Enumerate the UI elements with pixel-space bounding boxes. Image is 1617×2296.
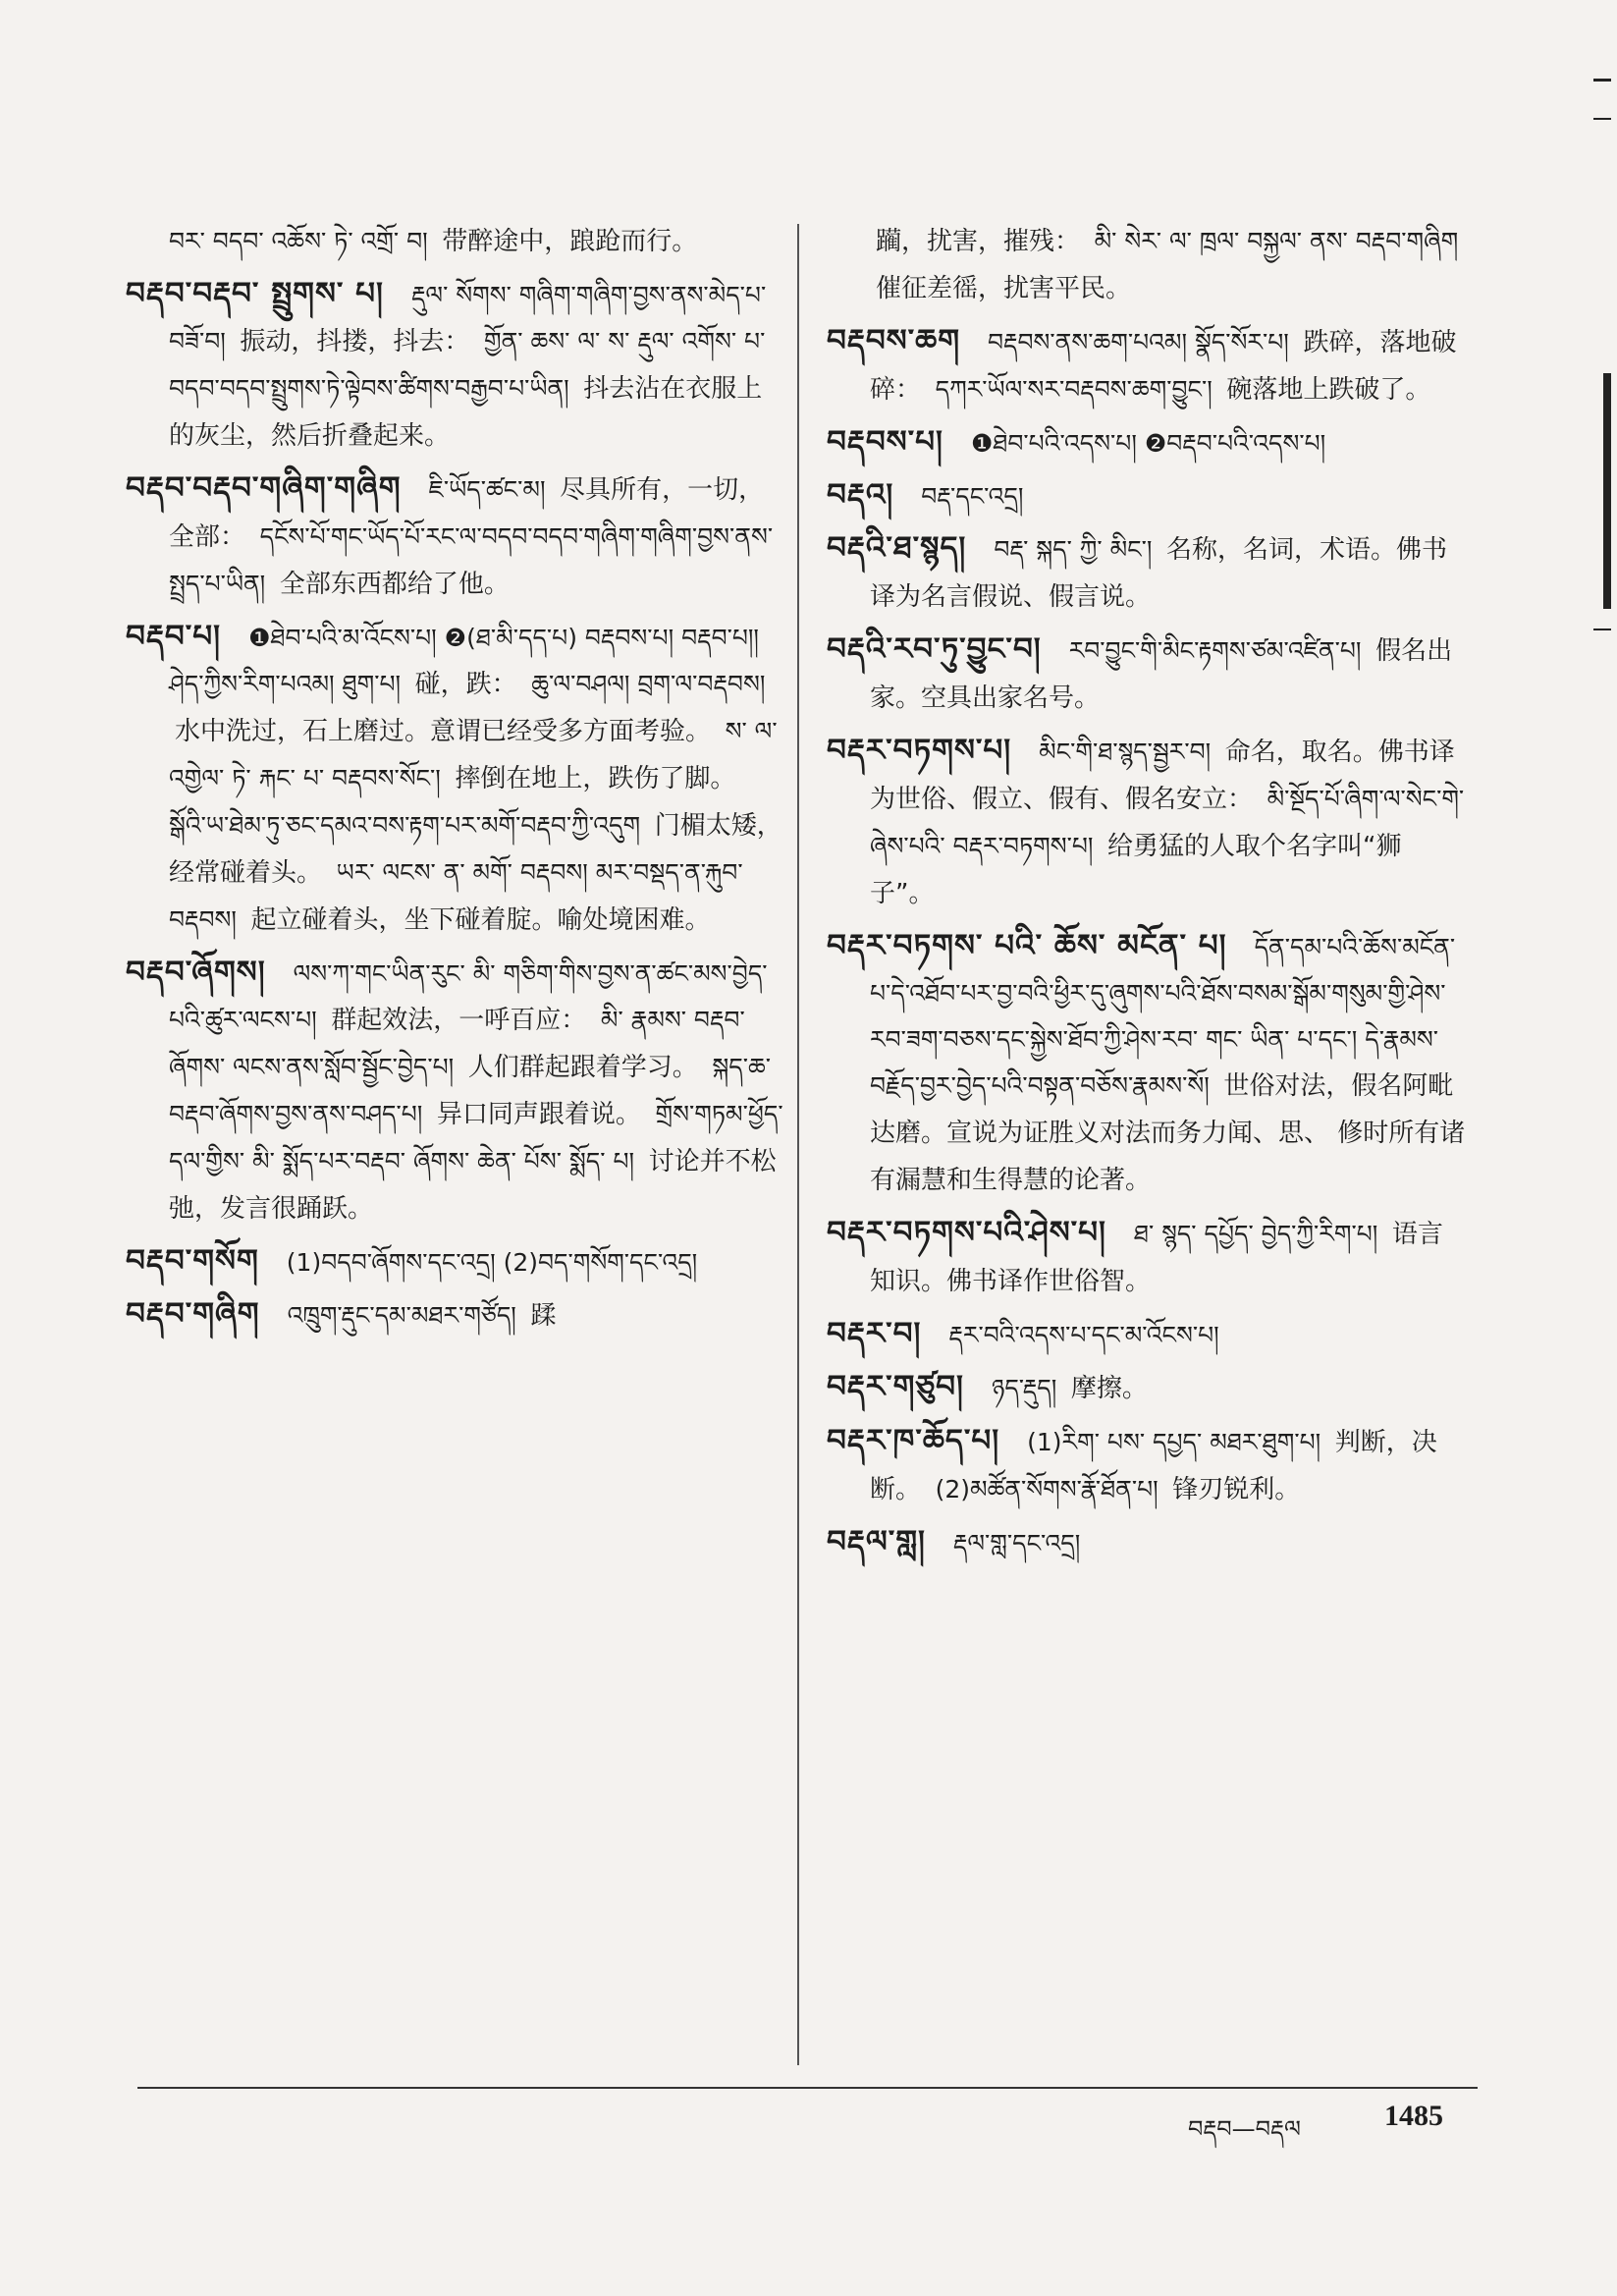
dictionary-entry bbox=[827, 728, 1467, 917]
scan-edge-marks bbox=[1578, 59, 1617, 668]
tibetan-text: རྡལ་གླ་དང་འདྲ། bbox=[952, 1529, 1081, 1558]
chinese-gloss: 振动，抖搂，抖去： bbox=[240, 327, 470, 356]
tibetan-text: རབ་བྱུང་གི་མིང་རྟགས་ཙམ་འཛིན་པ། bbox=[1068, 636, 1362, 665]
headword: བརྡབ་བརྡབ་གཞིག་གཞིག bbox=[126, 470, 402, 506]
dictionary-entry bbox=[827, 923, 1467, 1204]
headword: བརྡར་གཙུབ། bbox=[827, 1369, 964, 1404]
dictionary-entry bbox=[827, 1364, 1467, 1412]
chinese-gloss: 蹂 bbox=[530, 1301, 557, 1331]
dictionary-entry bbox=[827, 525, 1467, 621]
chinese-gloss: 碰，跌： bbox=[414, 670, 517, 699]
tibetan-text: དངོས་པོ་གང་ཡོད་པོ་རང་ལ་བདབ་བདབ་གཞིག་གཞིག་བྱས་ནས་སྤྲད་པ་ཡིན། bbox=[169, 522, 774, 598]
tibetan-text: བརྡབས་ནས་ཆག་པའམ། སྣོད་སོར་པ། bbox=[988, 328, 1289, 356]
headword: བརྡབས་ཆག bbox=[827, 323, 961, 358]
chinese-gloss: 人们群起跟着学习。 bbox=[467, 1053, 698, 1082]
footer-rule bbox=[137, 2087, 1478, 2089]
chinese-gloss: 摩擦。 bbox=[1070, 1374, 1148, 1403]
chinese-gloss: 摔倒在地上，跌伤了脚。 bbox=[455, 764, 736, 793]
dictionary-entry bbox=[827, 1418, 1467, 1513]
chinese-gloss: 群起效法，一呼百应： bbox=[331, 1006, 587, 1035]
tibetan-text: དཀར་ཡོལ་སར་བརྡབས་ཆག་བྱུང་། bbox=[935, 375, 1213, 404]
headword: བརྡར་བཏགས་པའི་ཤེས་པ། bbox=[827, 1215, 1106, 1250]
chinese-gloss: 躏，扰害，摧残： bbox=[876, 227, 1081, 256]
headword: བརྡར་ཁ་ཆོད་པ། bbox=[827, 1423, 1000, 1458]
dictionary-entry bbox=[126, 218, 783, 265]
headword: བརྡར་བ། bbox=[827, 1316, 922, 1351]
chinese-gloss: 假名出家。空具出家名号。 bbox=[870, 636, 1453, 713]
tibetan-text: (1)རིག་ པས་ དཔྱད་ མཐར་ཐུག་པ། bbox=[1027, 1428, 1321, 1456]
chinese-gloss: 讨论并不松弛，发言很踊跃。 bbox=[169, 1147, 777, 1224]
tibetan-text: ཐ་ སྙད་ དཔྱོད་ བྱེད་ཀྱི་རིག་པ། bbox=[1133, 1220, 1378, 1248]
column-divider bbox=[797, 224, 799, 2065]
chinese-gloss: 水中洗过，石上磨过。意谓已经受多方面考验。 bbox=[175, 717, 712, 746]
dictionary-entry bbox=[126, 1238, 783, 1285]
tibetan-text: ❶ཐེབ་པའི་འདས་པ། ❷བརྡབ་པའི་འདས་པ། bbox=[970, 429, 1326, 458]
headword: བརྡའ། bbox=[827, 477, 894, 513]
headword: བརྡའི་རབ་ཏུ་བྱུང་བ། bbox=[827, 631, 1042, 667]
headword: བརྡབ་གསོག bbox=[126, 1243, 259, 1279]
dictionary-entry bbox=[126, 1291, 783, 1339]
tibetan-text: ས་ ལ་ འགྱེལ་ ཏེ་ རྐང་ པ་ བརྡབས་སོང་། bbox=[169, 717, 778, 793]
headword: བརྡལ་གླ། bbox=[827, 1524, 926, 1559]
tibetan-text: (2)མཚོན་སོགས་རྣོ་ཐོན་པ། bbox=[935, 1475, 1159, 1503]
dictionary-entry bbox=[126, 465, 783, 608]
chinese-gloss: 命名，取名。佛书译为世俗、假立、假有、假名安立： bbox=[870, 738, 1455, 814]
headword: བརྡབ་ཞོགས། bbox=[126, 955, 266, 990]
dictionary-entry bbox=[827, 318, 1467, 413]
chinese-gloss: 跌碎，落地破碎： bbox=[870, 328, 1457, 405]
tibetan-text: བརྡ་ སྐད་ ཀྱི་ མིང་། bbox=[994, 535, 1153, 564]
dictionary-entry bbox=[827, 419, 1467, 466]
left-column bbox=[126, 218, 783, 1345]
dictionary-entry bbox=[126, 614, 783, 944]
dictionary-entry bbox=[126, 271, 783, 460]
headword: བརྡབ་པ། bbox=[126, 619, 221, 654]
tibetan-text: དོན་དམ་པའི་ཆོས་མངོན་པ་དེ་འཐོབ་པར་བྱ་བའི་ཕྱིར་དུ་ཞུགས་པའི་ཐོས་བསམ་སྒོམ་གསུམ་གྱི་ཤེས་རབ་ཟག་བཅས་དང་སྐྱེས་ཐོབ་ཀྱི་ཤེས་རབ་ གང་ ཡིན་ པ་དང་། དེ་རྣམས་བརྗོད་བྱར་བྱེད་པའི་བསྟན་བཅོས་རྣམས་སོ། bbox=[870, 933, 1456, 1100]
tibetan-text: (1)བདབ་ཞོགས་དང་འདྲ། (2)བད་གསོག་དང་འདྲ། bbox=[286, 1248, 698, 1277]
headword: བརྡའི་ཐ་སྙད། bbox=[827, 530, 967, 566]
tibetan-text: གྱོན་ ཆས་ ལ་ ས་ རྡུལ་ འགོས་ པ་ བདབ་བདབ་སྤྲུགས་ཏེ་ལྟེབས་ཚིགས་བརྒྱབ་པ་ཡིན། bbox=[169, 327, 766, 403]
chinese-gloss: 门楣太矮，经常碰着头。 bbox=[169, 811, 782, 888]
tibetan-text: ཡར་ ལངས་ ན་ མགོ་ བརྡབས། མར་བསྡད་ན་རྐུབ་བརྡབས། bbox=[169, 858, 743, 934]
chinese-gloss: 世俗对法，假名阿毗达磨。宣说为证胜义对法而务力闻、思、 修时所有诸有漏慧和生得慧的论著。 bbox=[870, 1071, 1466, 1195]
tibetan-text: བར་ བདབ་ འཆོས་ ཏེ་ འགྲོ་ བ། bbox=[169, 227, 428, 255]
tibetan-text: ལས་ཀ་གང་ཡིན་རུང་ མི་ གཅིག་གིས་བྱས་ན་ཚང་མས་བྱེད་པའི་ཚུར་ལངས་པ། bbox=[169, 959, 768, 1034]
dictionary-entry bbox=[827, 472, 1467, 519]
chinese-gloss: 锋刃锐利。 bbox=[1172, 1475, 1301, 1504]
chinese-gloss: 尽具所有，一切，全部： bbox=[169, 475, 765, 552]
tibetan-text: གྲོས་གཏམ་ཕྱོད་དལ་གྱིས་ མི་ སྨོད་པར་བརྡབ་ ཞོགས་ ཆེན་ པོས་ སྨོད་ པ། bbox=[169, 1100, 783, 1175]
headword: བརྡབ་བརྡབ་ སྤྲུགས་ པ། bbox=[126, 276, 384, 311]
right-column bbox=[827, 218, 1467, 1572]
tibetan-text: མི་སྔོད་པོ་ཞིག་ལ་སེང་གེ་ཞེས་པའི་ བརྡར་བཏགས་པ། bbox=[870, 785, 1465, 860]
chinese-gloss: 异口同声跟着说。 bbox=[436, 1100, 641, 1129]
chinese-gloss: 名称，名词，术语。佛书译为名言假说、假言说。 bbox=[870, 535, 1447, 612]
tibetan-text: མི་ རྣམས་ བརྡབ་ ཞོགས་ ལངས་ནས་སློབ་སྦྱོང་བྱེད་པ། bbox=[169, 1006, 745, 1081]
tibetan-text: སྒོའི་ཡ་ཐེམ་ཏུ་ཅང་དམའ་བས་རྟག་པར་མགོ་བརྡབ་ཀྱི་འདུག bbox=[169, 811, 641, 840]
tibetan-text: ཇི་ཡོད་ཚང་མ། bbox=[428, 475, 546, 504]
dictionary-entry bbox=[827, 218, 1467, 312]
tibetan-text: ཉད་རྡུད། bbox=[991, 1374, 1057, 1402]
tibetan-text: སྐད་ཆ་བརྡབ་ཞོགས་བྱས་ནས་བཤད་པ། bbox=[169, 1053, 772, 1128]
tibetan-text: མིང་གི་ཐ་སྙད་སྦྱར་བ། bbox=[1039, 738, 1212, 766]
tibetan-text: བརྡ་དང་འདྲ། bbox=[921, 482, 1024, 511]
chinese-gloss: 碗落地上跌破了。 bbox=[1226, 375, 1431, 405]
tibetan-text: རྡར་བའི་འདས་པ་དང་མ་འོངས་པ། bbox=[948, 1321, 1219, 1349]
headword: བརྡར་བཏགས་པ། bbox=[827, 733, 1012, 768]
dictionary-entry bbox=[126, 950, 783, 1232]
dictionary-entry bbox=[827, 1519, 1467, 1566]
tibetan-text: རྡུལ་ སོགས་ གཞིག་གཞིག་བྱས་ནས་མེད་པ་བཟོ་བ། bbox=[169, 281, 767, 355]
chinese-gloss: 判断，决断。 bbox=[870, 1428, 1437, 1504]
running-head: བརྡབ—བརྡལ bbox=[1188, 2115, 1301, 2143]
dictionary-entry bbox=[827, 1311, 1467, 1358]
chinese-gloss: 催征差徭，扰害平民。 bbox=[876, 274, 1132, 303]
page-number: 1485 bbox=[1384, 2100, 1443, 2132]
tibetan-text: འཁྲུག་རྡུང་དམ་མཐར་གཙོད། bbox=[287, 1301, 516, 1330]
headword: བརྡབ་གཞིག bbox=[126, 1296, 260, 1332]
tibetan-text: ཆུ་ལ་བཤལ། བྲག་ལ་བརྡབས། bbox=[531, 670, 766, 698]
chinese-gloss: 起立碰着头，坐下碰着腚。喻处境困难。 bbox=[250, 905, 711, 935]
chinese-gloss: 带醉途中，踉跄而行。 bbox=[442, 227, 698, 256]
chinese-gloss: 抖去沾在衣服上的灰尘，然后折叠起来。 bbox=[169, 374, 763, 451]
chinese-gloss: 语言知识。佛书译作世俗智。 bbox=[870, 1220, 1443, 1296]
dictionary-entry bbox=[827, 1210, 1467, 1305]
headword: བརྡབས་པ། bbox=[827, 424, 943, 460]
dictionary-entry bbox=[827, 627, 1467, 722]
headword: བརྡར་བཏགས་ པའི་ ཆོས་ མངོན་ པ། bbox=[827, 928, 1227, 963]
chinese-gloss: 全部东西都给了他。 bbox=[279, 570, 510, 599]
tibetan-text: མི་ སེར་ ལ་ ཁྲལ་ བསྐྱལ་ ནས་ བརྡབ་གཞིག bbox=[1094, 227, 1459, 255]
tibetan-text: ❶ཐེབ་པའི་མ་འོངས་པ། ❷(ཐ་མི་དད་པ) བརྡབས་པ། བརྡབ་པ།། ཤེད་ཀྱིས་རིག་པའམ། ཐུག་པ། bbox=[169, 624, 759, 698]
chinese-gloss: 给勇猛的人取个名字叫“狮子”。 bbox=[870, 832, 1402, 908]
